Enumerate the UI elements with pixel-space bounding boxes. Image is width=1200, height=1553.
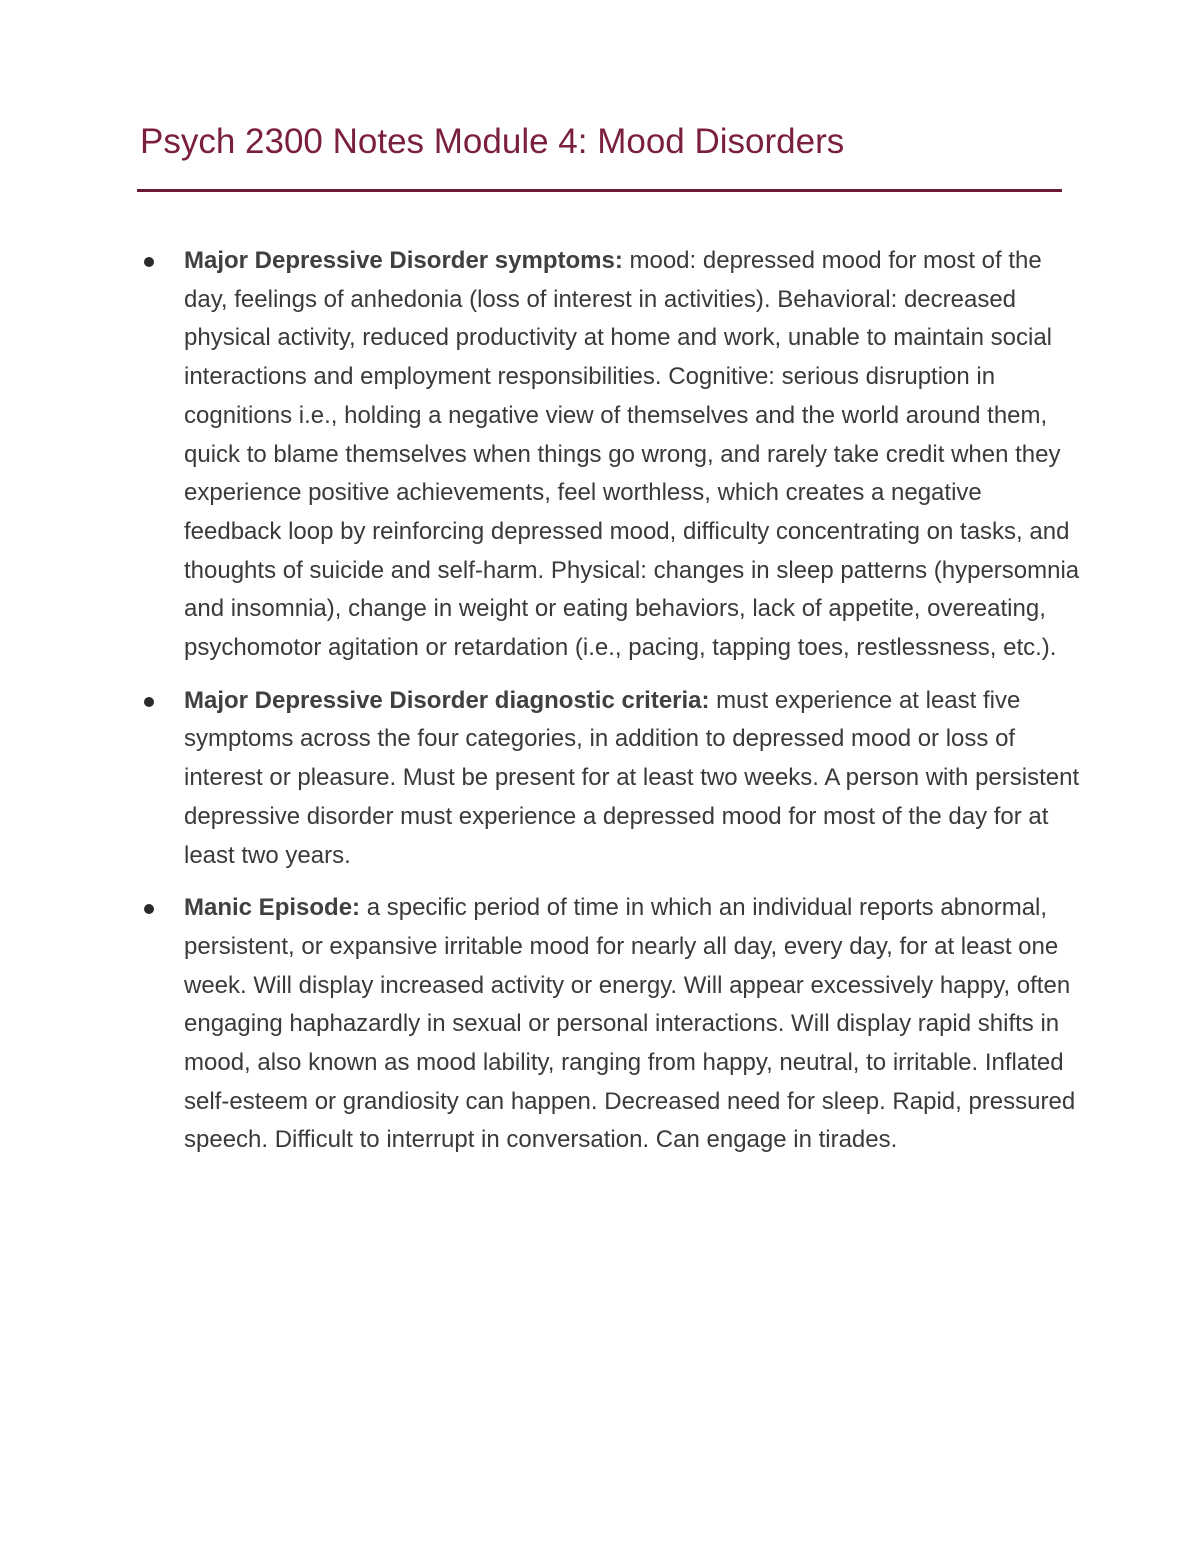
page-title: Psych 2300 Notes Module 4: Mood Disorders	[140, 122, 845, 161]
bullet-dot-icon	[144, 904, 154, 914]
bullet-term: Manic Episode:	[184, 894, 361, 922]
bullet-text: mood: depressed mood for most of the day, feelings of anhedonia (loss of interest in activities). Behavioral: decreased physical activity, reduced productivity at home and work, unable to maintain social interactions and employment responsibilities. Cognitive: serious disruption in cognitions i.e., holding a negative view of themselves and the world around them, quick to blame themselves when things go wrong, and rarely take credit when they experience positive achievements, feel worthless, which creates a negative feedback loop by reinforcing depressed mood, difficulty concentrating on tasks, and thoughts of suicide and self-harm. Physical: changes in sleep patterns (hypersomnia and insomnia), change in weight or eating behaviors, lack of appetite, overeating, psychomotor agitation or retardation (i.e., pacing, tapping toes, restlessness, etc.).	[184, 247, 1080, 662]
title-underline-divider	[137, 189, 1062, 192]
bullet-item-mdd-criteria	[140, 682, 1080, 876]
bullet-text: must experience at least five symptoms across the four categories, in addition to depressed mood or loss of interest or pleasure. Must be present for at least two weeks. A person with persistent depressive disorder must experience a depressed mood for most of the day for at least two years.	[184, 686, 1080, 869]
bullet-text: a specific period of time in which an individual reports abnormal, persistent, or expansive irritable mood for nearly all day, every day, for at least one week. Will display increased activity or energy. Will appear excessively happy, often engaging haphazardly in sexual or personal interactions. Will display rapid shifts in mood, also known as mood lability, ranging from happy, neutral, to irritable. Inflated self-esteem or grandiosity can happen. Decreased need for sleep. Rapid, pressured speech. Difficult to interrupt in conversation. Can engage in tirades.	[184, 894, 1076, 1154]
bullet-dot-icon	[144, 697, 154, 707]
bullet-term: Major Depressive Disorder diagnostic criteria:	[184, 686, 710, 714]
bullet-item-manic-episode	[140, 889, 1080, 1160]
bullet-dot-icon	[144, 257, 154, 267]
bullet-term: Major Depressive Disorder symptoms:	[184, 247, 623, 274]
bullet-item-mdd-symptoms	[140, 242, 1080, 668]
notes-bullet-list	[140, 242, 1080, 1174]
